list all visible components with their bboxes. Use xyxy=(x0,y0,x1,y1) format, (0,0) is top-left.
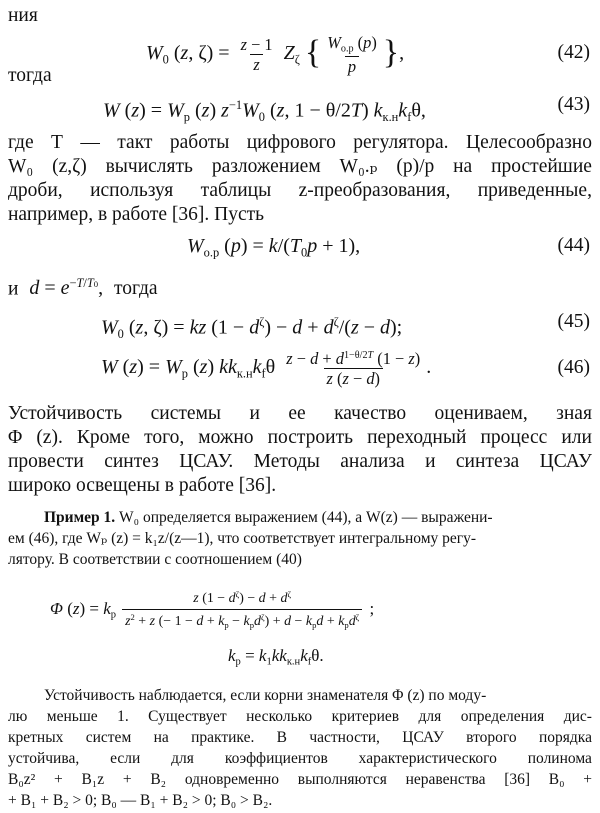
equation-46: W $(z) = W_р$ (z) $kk_{к.н}k_f\theta$ $\frac{z - d + d^{1-\theta/2T} (1 - z)}{z (z - d)}$ . xyxy=(101,348,432,388)
equation-number: (43) xyxy=(557,94,590,115)
text-line: провести синтез ЦСАУ. Методы анализа и синтеза ЦСАУ xyxy=(8,451,592,472)
text-line: дроби, используя таблицы z-преобразования, приведенные, xyxy=(8,180,592,201)
equation-kp: $k_р = k_1kk_{к.н}k_f\theta$. xyxy=(228,646,324,668)
text-line: например, в работе [36]. Пусть xyxy=(8,204,265,225)
equation-phi: Φ $(z) = k_р$ $\frac{z (1 - d^\zeta) - d + d^\zeta}{z^2 + z (- 1 - d + k_р - k_рd^\zeta) + d - k_рd + k_рd^\zeta}$ ; xyxy=(50,588,375,631)
example-line: лятору. В соответствии с соотношением (40) xyxy=(8,551,302,568)
example-line: ем (46), где Wₚ (z) = k₁z/(z—1), что соответствует интегральному регу- xyxy=(8,530,477,547)
text-line: W₀ (z,ζ) вычислять разложением W₀.ₚ (p)/p на простейшие xyxy=(8,156,592,177)
text-line: ния xyxy=(8,5,38,26)
text-line: где T — такт работы цифрового регулятора. Целесообразно xyxy=(8,132,592,153)
text-line: тогда xyxy=(8,65,52,86)
text-line: лю меньше 1. Существует несколько критериев для определения дис- xyxy=(8,708,592,725)
text-line: B₀z² + B₁z + B₂ одновременно выполняются неравенства [36] B₀ + xyxy=(8,771,592,788)
text-line: + B₁ + B₂ > 0; B₀ — B₁ + B₂ > 0; B₀ > B₂. xyxy=(8,792,273,809)
equation-number: (46) xyxy=(557,357,590,378)
text-line: широко освещены в работе [36]. xyxy=(8,475,277,496)
text-line: кретных систем на практике. В частности, ЦСАУ второго порядка xyxy=(8,729,592,746)
equation-number: (42) xyxy=(557,42,590,63)
example-label: Пример 1. xyxy=(44,509,116,526)
equation-44: $W_{о.р}$ $(p) = k/(T_0p + 1)$, xyxy=(187,235,361,260)
equation-number: (45) xyxy=(557,311,590,332)
equation-number: (44) xyxy=(557,235,590,256)
equation-d: $d = e^{-T/T0}$, xyxy=(29,276,104,300)
text-line: Устойчивость системы и ее качество оцениваем, зная xyxy=(8,403,592,424)
text-line: устойчива, если для коэффициентов характеристического полинома xyxy=(8,750,592,767)
equation-43: W $(z) = W_р$ (z) $z^{-1}W_0$ (z, 1 − θ/2T) $k_{к.н}k_f\theta$, xyxy=(103,98,426,124)
equation-45: $W_0$ (z, ζ) = kz $(1 - d^\zeta) - d + d^\zeta/(z - d)$; xyxy=(101,315,403,341)
equation-42: $W_0$ (z, ζ) = $\frac{z - 1}{z}$ $Z_\zeta$ { $\frac{W_{о.р} (p)}{p}$ }, xyxy=(146,32,405,76)
example-line: Пример 1. W₀ определяется выражением (44), а W(z) — выражени- xyxy=(44,509,493,526)
text-line: Устойчивость наблюдается, если корни знаменателя Φ (z) по моду- xyxy=(44,687,487,704)
text-line: и $d = e^{-T/T0}$, тогда xyxy=(8,276,158,300)
text-line: Φ (z). Кроме того, можно построить переходный процесс или xyxy=(8,427,592,448)
